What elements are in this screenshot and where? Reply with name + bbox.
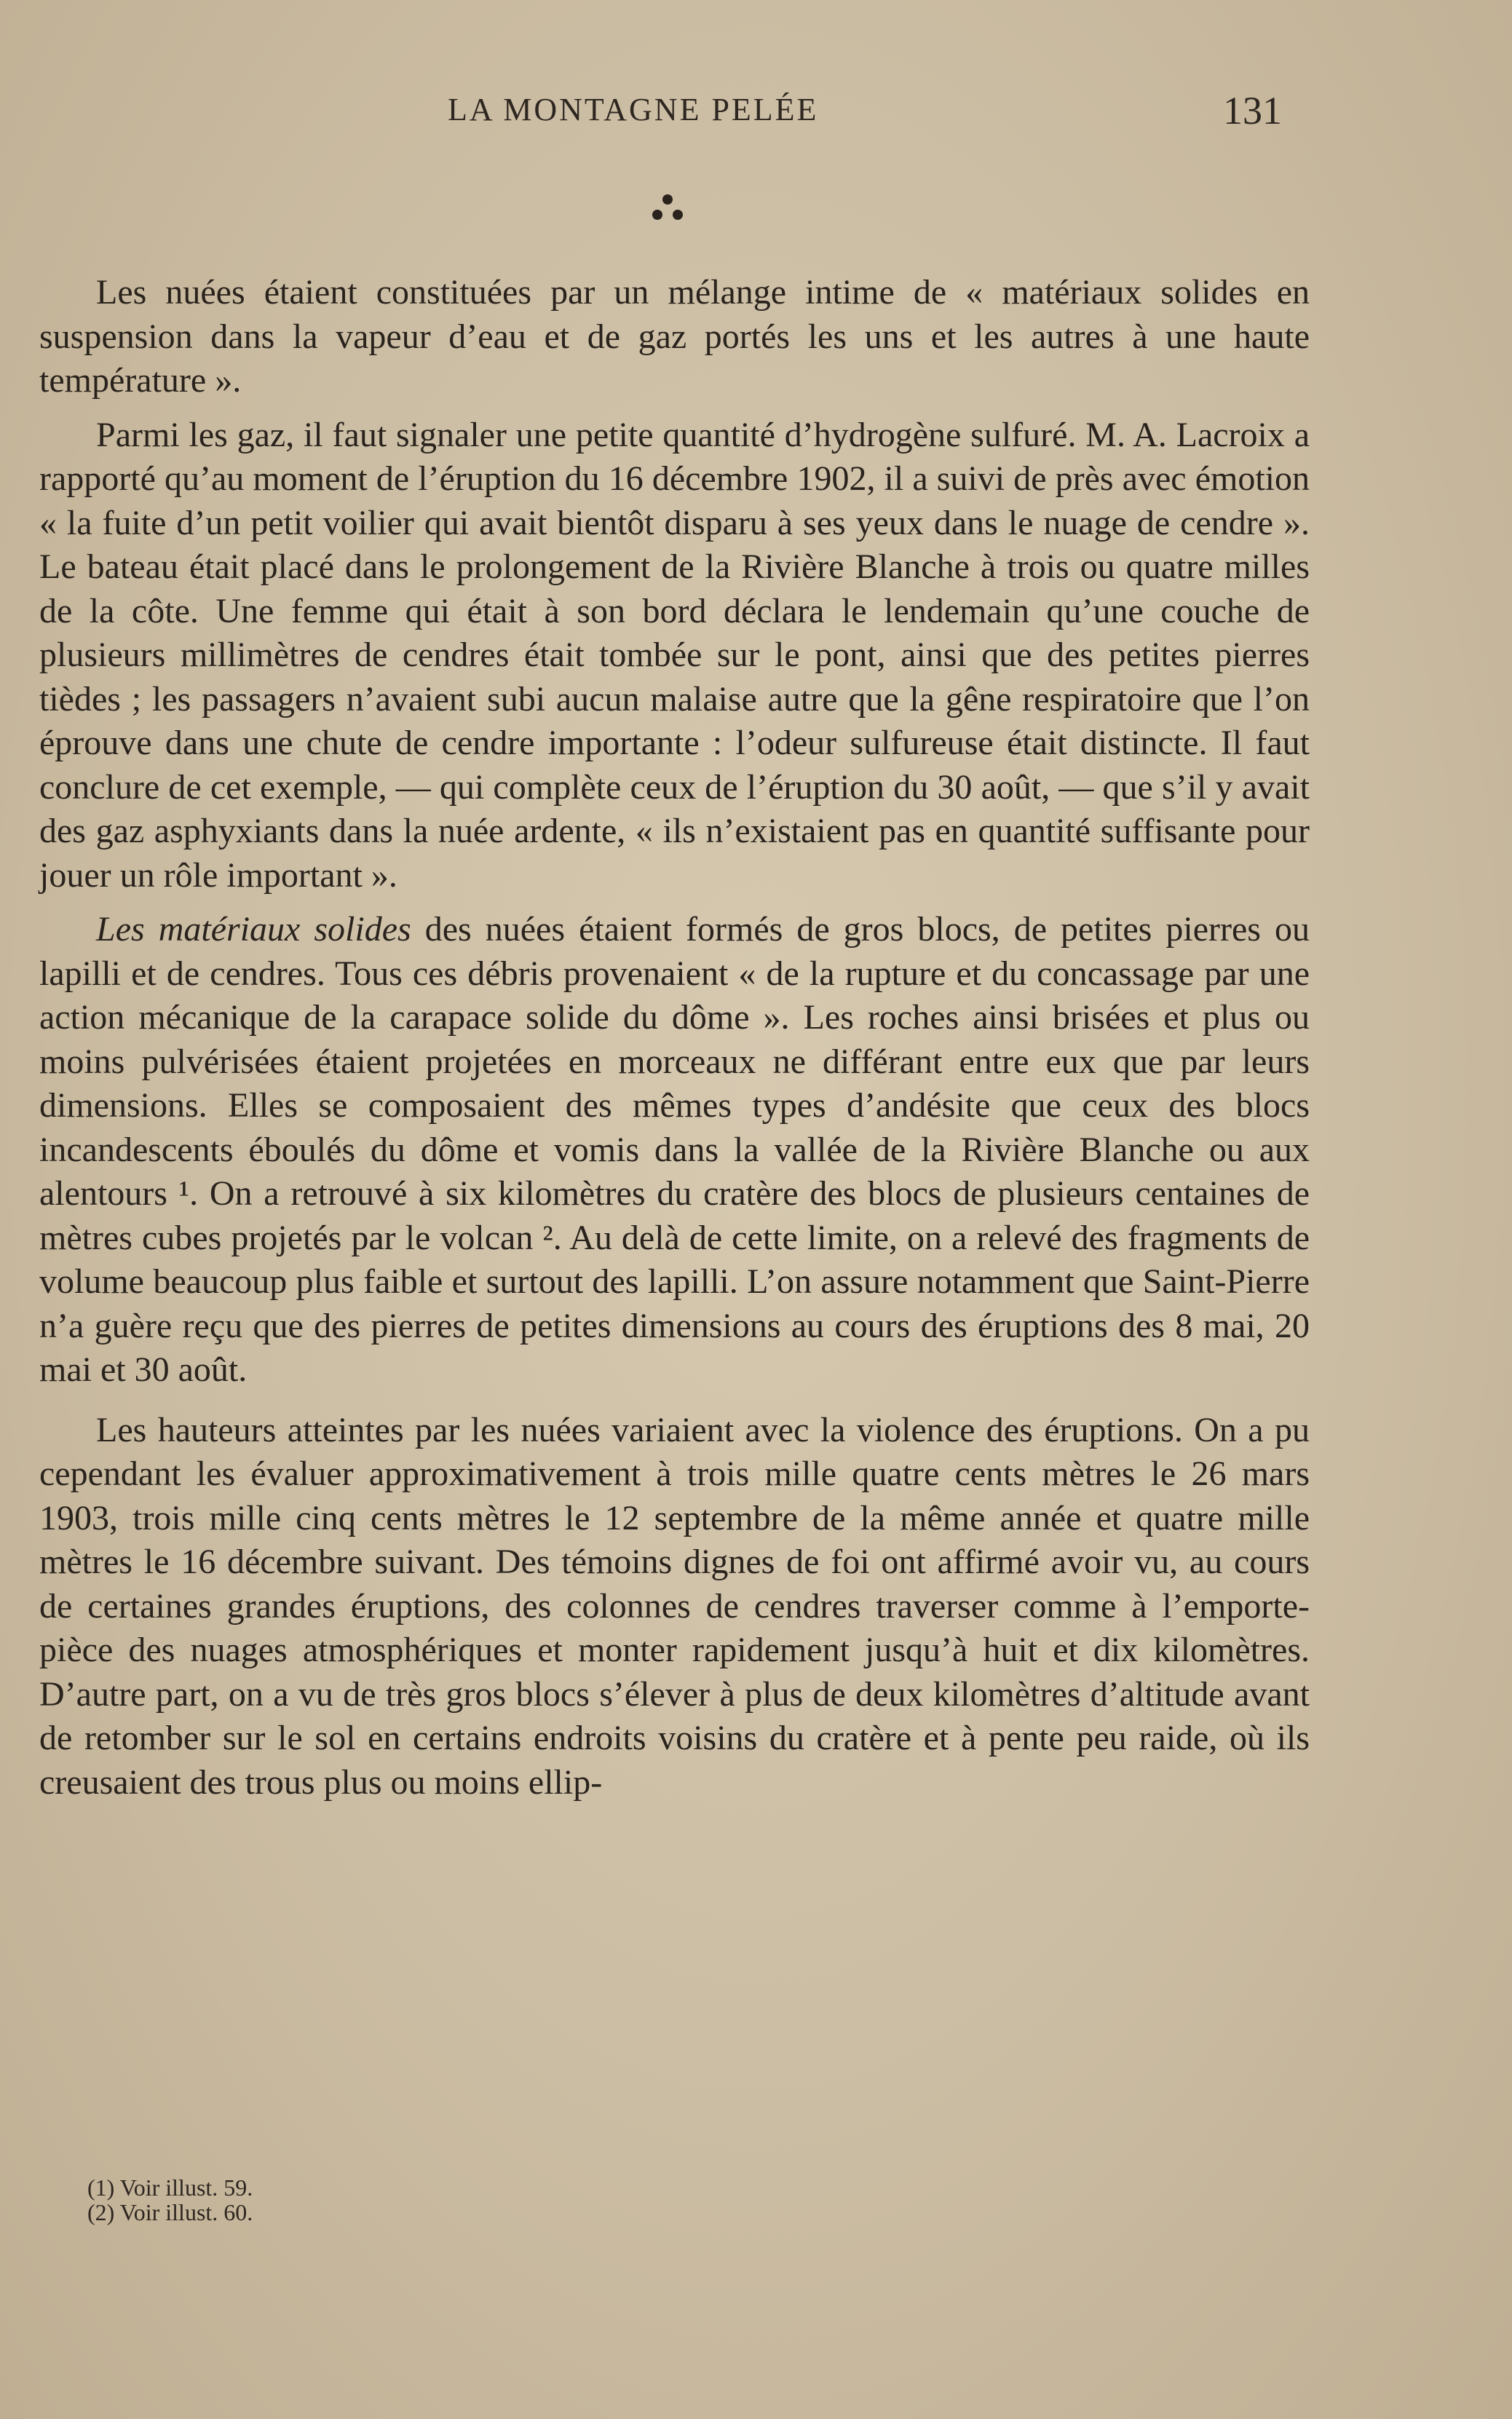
paragraph-2: Parmi les gaz, il faut signaler une petite quantité d’hydrogène sulfuré. M. A. Lacroix a rapporté qu’au moment de l’éruption du 16 décembre 1902, il a suivi de près avec émotion « la fuite d’un petit voilier qui avait bientôt disparu à ses yeux dans le nuage de cendre ». Le bateau était placé dans le prolongement de la Rivière Blanche à trois ou quatre milles de la côte. Une femme qui était à son bord déclara le lendemain qu’une couche de plusieurs millimètres de cendres était tombée sur le pont, ainsi que des petites pierres tièdes ; les passagers n’avaient subi aucun malaise autre que la gêne respiratoire que l’on éprouve dans une chute de cendre importante : l’odeur sulfureuse était distincte. Il faut conclure de cet exemple, — qui complète ceux de l’éruption du 30 août, — que s’il y avait des gaz asphyxiants dans la nuée ardente, « ils n’existaient pas en quantité suffisante pour jouer un rôle important ». — [39, 415, 1310, 895]
asterism-ornament-icon — [646, 191, 689, 227]
paragraph-1: Les nuées étaient constituées par un mélange intime de « matériaux solides en suspension dans la vapeur d’eau et de gaz portés les uns et les autres à une haute température ». — [39, 273, 1310, 400]
paragraph-3-text: des nuées étaient formés de gros blocs, de petites pierres ou lapilli et de cendres. Tous ces débris provenaient « de la rupture et du concassage par une action mécanique de la carapace solide du dôme ». Les roches ainsi brisées et plus ou moins pulvérisées étaient projetées en morceaux ne différant entre eux que par leurs dimensions. Elles se composaient des mêmes types d’andésite que ceux des blocs incandescents éboulés du dôme et vomis dans la vallée de la Rivière Blanche ou aux alentours ¹. On a retrouvé à six kilomètres du cratère des blocs de plusieurs centaines de mètres cubes projetés par le volcan ². Au delà de cette limite, on a relevé des fragments de volume beaucoup plus faible et surtout des lapilli. L’on assure notamment que Saint-Pierre n’a guère reçu que des pierres de petites dimensions au cours des éruptions des 8 mai, 20 mai et 30 août. — [39, 910, 1310, 1389]
footnote-2: (2) Voir illust. 60. — [87, 2199, 253, 2225]
italic-lead: Les matériaux solides — [96, 910, 411, 949]
paragraph-4: Les hauteurs atteintes par les nuées variaient avec la violence des éruptions. On a pu cependant les évaluer approximativement à trois mille quatre cents mètres le 26 mars 1903, trois mille cinq cents mètres le 12 septembre de la même année et quatre mille mètres le 16 décembre suivant. Des témoins dignes de foi ont affirmé avoir vu, au cours de certaines grandes éruptions, des colonnes de cendres traverser comme à l’emporte-pièce des nuages atmosphériques et monter rapidement jusqu’à huit et dix kilomètres. D’autre part, on a vu de très gros blocs s’élever à plus de deux kilomètres d’altitude avant de retomber sur le sol en certains endroits voisins du cratère et à pente peu raide, où ils creusaient des trous plus ou moins ellip- — [39, 1410, 1310, 1802]
running-title: LA MONTAGNE PELÉE — [448, 92, 819, 127]
body-text — [39, 271, 1310, 1815]
paragraph-3 — [39, 908, 1310, 1393]
footnote-1: (1) Voir illust. 59. — [87, 2174, 253, 2201]
running-header — [0, 91, 1512, 142]
page-number: 131 — [1223, 89, 1282, 132]
footnotes — [87, 2175, 743, 2225]
